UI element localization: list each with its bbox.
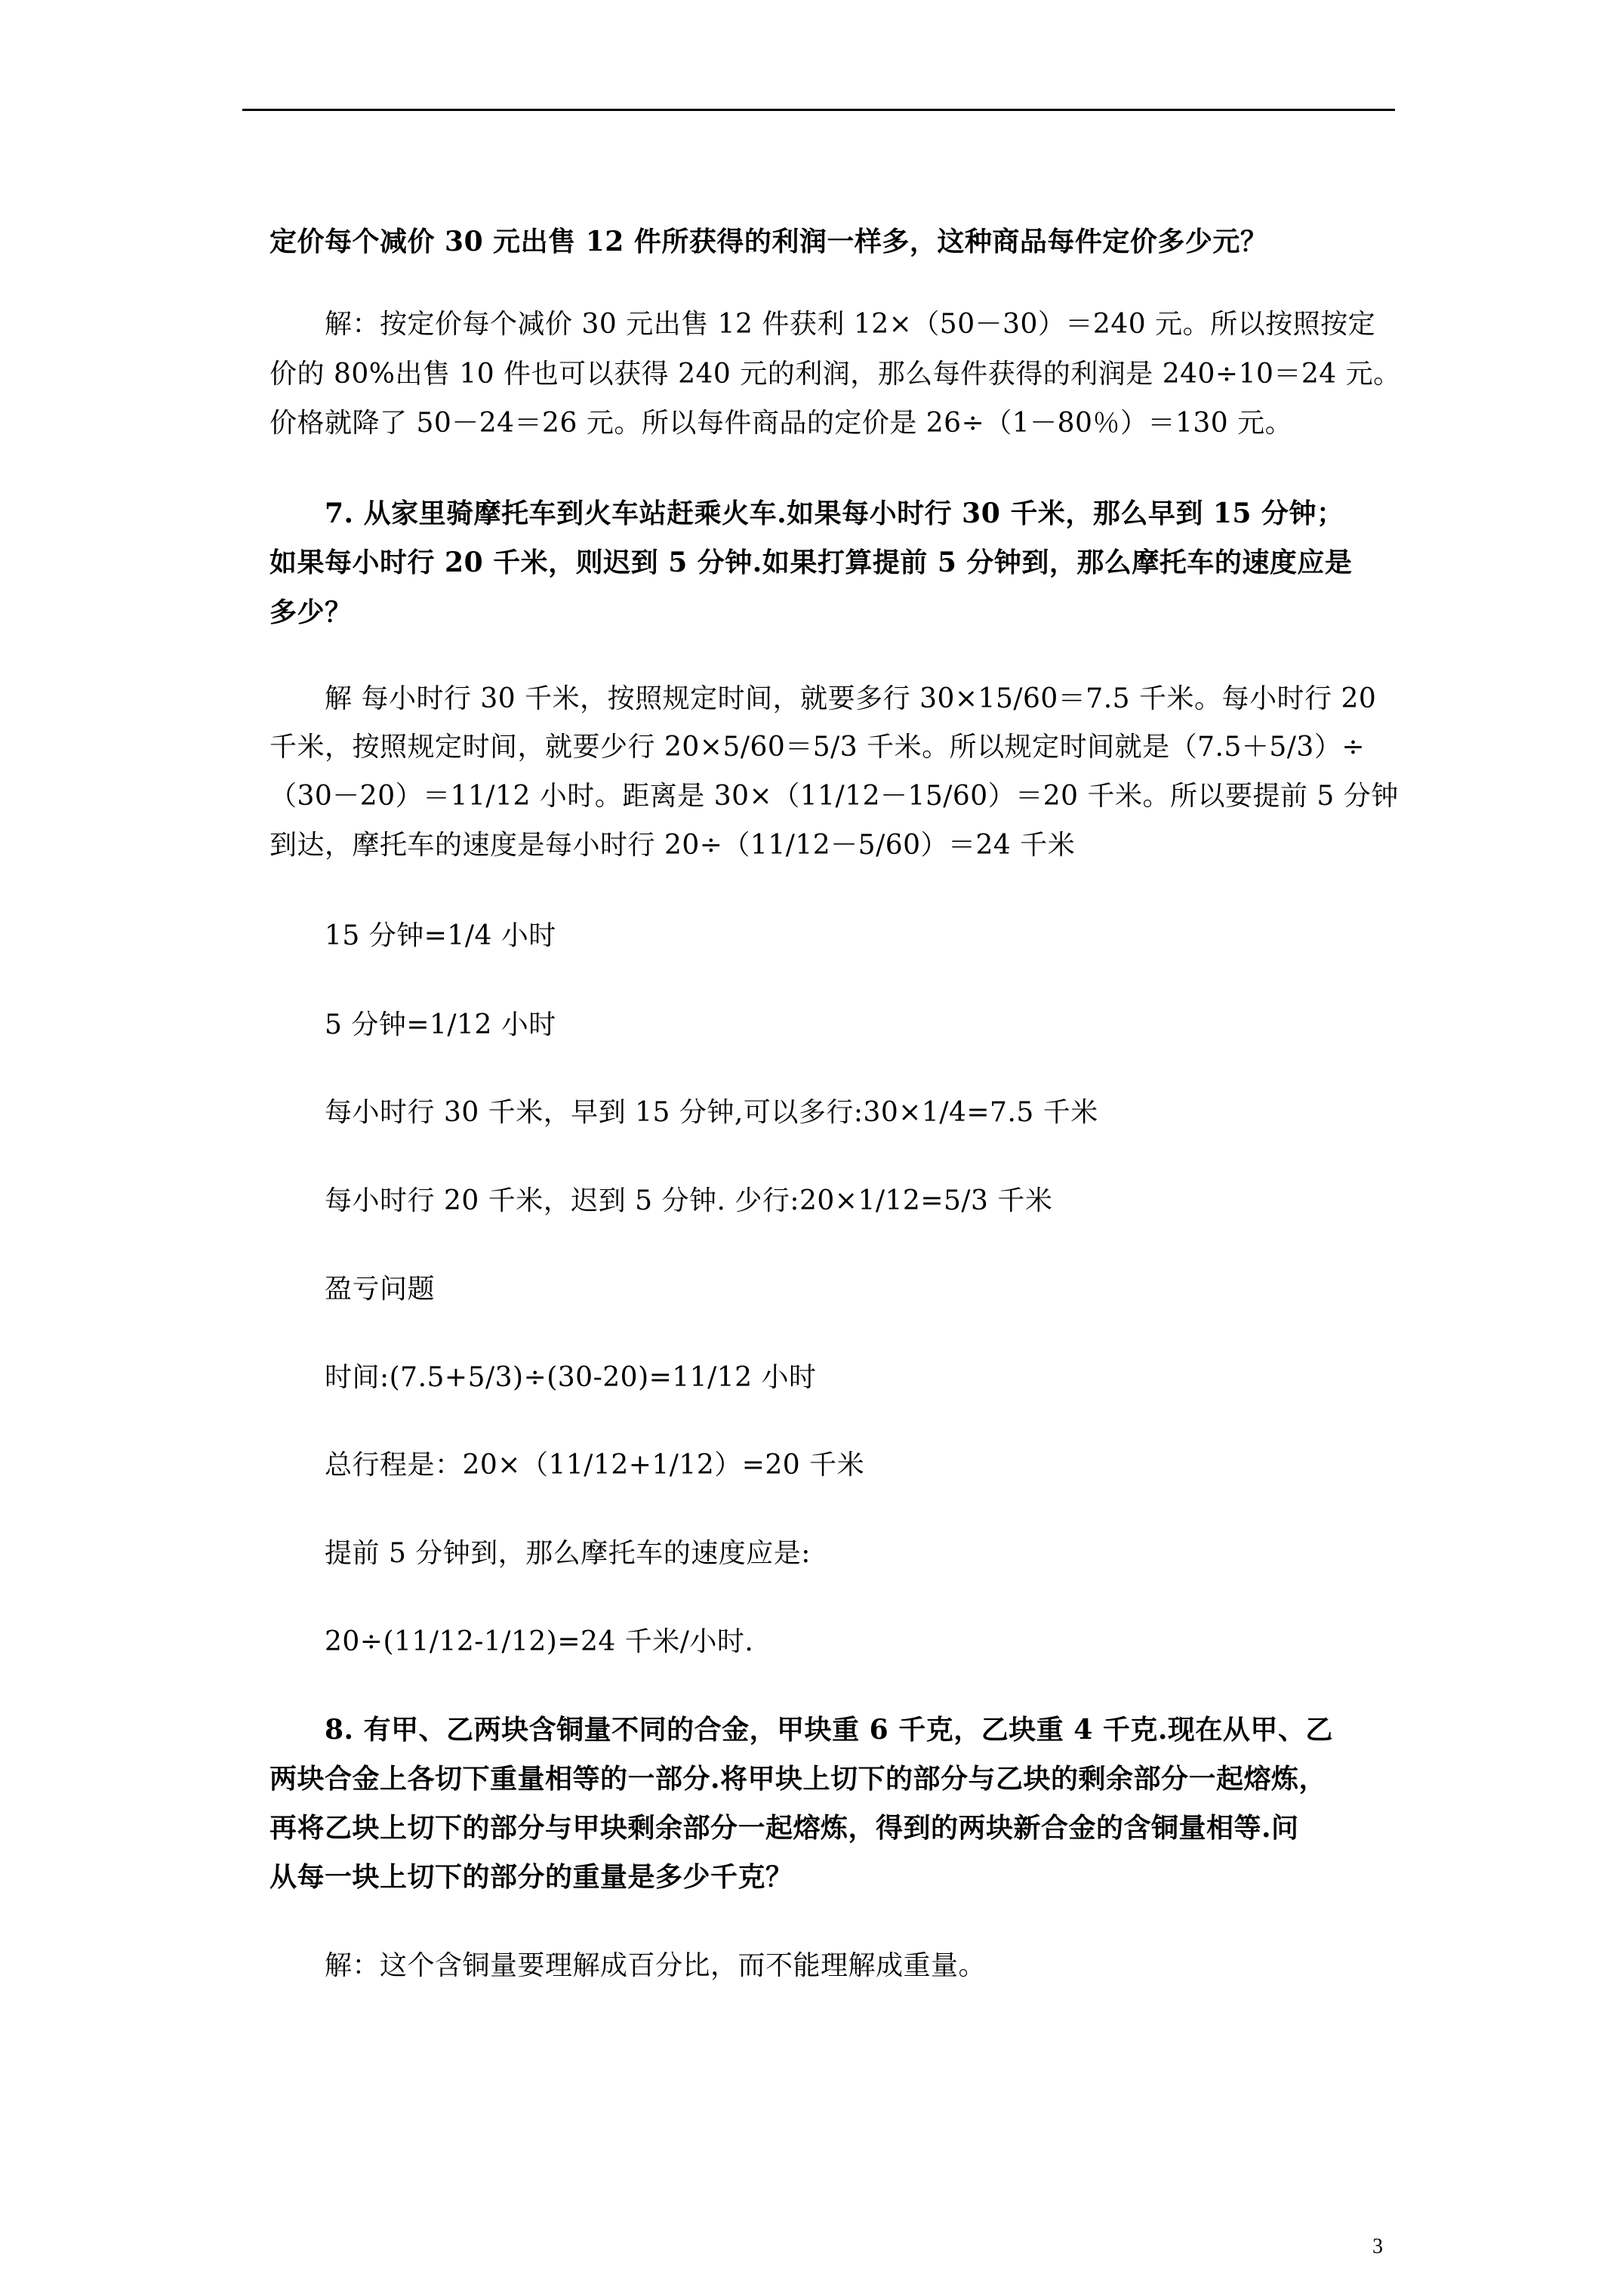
solution-7-line-3: （30－20）＝11/12 小时。距离是 30×（11/12－15/60）＝20 千米。所以要提前 5 分钟	[269, 781, 1399, 812]
problem-7-line-2: 如果每小时行 20 千米，则迟到 5 分钟.如果打算提前 5 分钟到，那么摩托车的速度应是	[269, 547, 1353, 578]
note-line: 提前 5 分钟到，那么摩托车的速度应是:	[325, 1538, 811, 1569]
solution-6-line-1: 解：按定价每个减价 30 元出售 12 件获利 12×（50－30）＝240 元。所以按照按定	[325, 309, 1376, 340]
page-number: 3	[1372, 2235, 1383, 2258]
problem-8-line-2: 两块合金上各切下重量相等的一部分.将甲块上切下的部分与乙块的剩余部分一起熔炼，	[269, 1763, 1327, 1795]
solution-6-line-2: 价的 80%出售 10 件也可以获得 240 元的利润，那么每件获得的利润是 240÷10＝24 元。	[269, 359, 1401, 390]
solution-7-line-2: 千米，按照规定时间，就要少行 20×5/60＝5/3 千米。所以规定时间就是（7.5＋5/3）÷	[269, 732, 1365, 763]
problem-7-line-3: 多少？	[269, 596, 353, 628]
note-line: 时间:(7.5+5/3)÷(30-20)=11/12 小时	[325, 1362, 817, 1393]
problem-8-line-3: 再将乙块上切下的部分与甲块剩余部分一起熔炼，得到的两块新合金的含铜量相等.问	[269, 1812, 1299, 1844]
problem-8-line-4: 从每一块上切下的部分的重量是多少千克？	[269, 1861, 793, 1893]
header-rule	[242, 109, 1395, 111]
solution-7-line-1: 解 每小时行 30 千米，按照规定时间，就要多行 30×15/60＝7.5 千米。每小时行 20	[325, 683, 1377, 714]
problem-8-line-1: 8. 有甲、乙两块含铜量不同的合金，甲块重 6 千克，乙块重 4 千克.现在从甲、乙	[325, 1714, 1333, 1746]
note-line: 20÷(11/12-1/12)=24 千米/小时.	[325, 1626, 754, 1657]
note-line: 每小时行 20 千米，迟到 5 分钟. 少行:20×1/12=5/3 千米	[325, 1185, 1053, 1216]
problem-6-line-1: 定价每个减价 30 元出售 12 件所获得的利润一样多，这种商品每件定价多少元？	[269, 226, 1268, 257]
solution-7-line-4: 到达，摩托车的速度是每小时行 20÷（11/12－5/60）＝24 千米	[269, 830, 1076, 861]
note-line: 每小时行 30 千米，早到 15 分钟,可以多行:30×1/4=7.5 千米	[325, 1097, 1098, 1128]
note-line: 总行程是：20×（11/12+1/12）=20 千米	[325, 1450, 865, 1481]
solution-8-line-1: 解：这个含铜量要理解成百分比，而不能理解成重量。	[325, 1950, 987, 1981]
solution-6-line-3: 价格就降了 50－24＝26 元。所以每件商品的定价是 26÷（1－80％）＝130 元。	[269, 408, 1293, 439]
note-line: 盈亏问题	[325, 1274, 436, 1305]
note-line: 15 分钟=1/4 小时	[325, 920, 556, 951]
problem-7-line-1: 7. 从家里骑摩托车到火车站赶乘火车.如果每小时行 30 千米，那么早到 15 分钟；	[325, 498, 1344, 529]
note-line: 5 分钟=1/12 小时	[325, 1009, 556, 1040]
